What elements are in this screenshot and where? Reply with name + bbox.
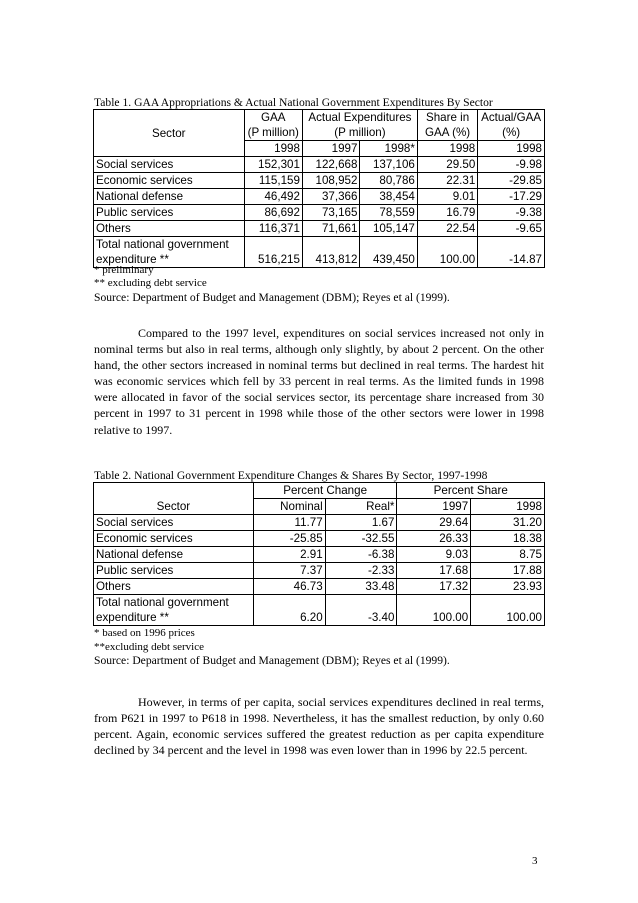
row-gaa: 86,692 [244,205,302,221]
row-real: 33.48 [325,579,397,595]
row-nominal: 11.77 [253,515,325,531]
table2-header-sector: Sector [94,483,254,515]
total-ratio: -14.87 [478,237,545,268]
table1-year-ratio: 1998 [478,141,545,157]
total-label-line1: Total national government [96,596,229,609]
row-nominal: 46.73 [253,579,325,595]
row-nominal: 7.37 [253,563,325,579]
table1-source: Source: Department of Budget and Management (DBM); Reyes et al (1999). [94,291,450,304]
paragraph-2-text: However, in terms of per capita, social services expenditures declined in real terms, from P621 in 1997 to P618 in 1998. Nevertheless, it has the smallest reduction, by only 0.60 percent. Again, economic services suffered the greatest reduction as per capita expenditure declined by 34 percent and the level in 1998 was even lower than in 1996 by 22.5 percent. [94,695,544,758]
row-gaa: 116,371 [244,221,302,237]
table1-header-share: Share in [417,110,477,126]
row-actual-1998: 38,454 [360,189,417,205]
row-share-1998: 31.20 [471,515,545,531]
table2-header-pct-change: Percent Change [253,483,397,499]
row-share-1997: 26.33 [397,531,471,547]
total-nominal: 6.20 [253,595,325,626]
total-label-line2: expenditure ** [96,611,169,624]
row-actual-1998: 105,147 [360,221,417,237]
row-ratio: -17.29 [478,189,545,205]
row-sector: Economic services [94,173,245,189]
table2-header-row-1 [94,483,545,499]
row-real: 1.67 [325,515,397,531]
table2-note-prices: * based on 1996 prices [94,627,195,639]
table1-caption: Table 1. GAA Appropriations & Actual National Government Expenditures By Sector [94,96,493,109]
row-nominal: -25.85 [253,531,325,547]
table2-header-pct-share: Percent Share [397,483,545,499]
row-share: 22.54 [417,221,477,237]
row-share-1998: 17.88 [471,563,545,579]
row-actual-1997: 122,668 [302,157,359,173]
table-row [94,515,545,531]
table1-year-actual-1997: 1997 [302,141,359,157]
table-row [94,579,545,595]
row-sector: Social services [94,157,245,173]
row-share: 29.50 [417,157,477,173]
total-label-line2: expenditure ** [96,253,169,266]
row-sector: National defense [94,547,254,563]
row-actual-1998: 78,559 [360,205,417,221]
total-share: 100.00 [417,237,477,268]
table-row [94,221,545,237]
row-gaa: 115,159 [244,173,302,189]
row-ratio: -9.38 [478,205,545,221]
table1 [93,109,545,268]
table2-total-row [94,595,545,626]
row-actual-1997: 37,366 [302,189,359,205]
row-actual-1997: 71,661 [302,221,359,237]
row-real: -2.33 [325,563,397,579]
total-real: -3.40 [325,595,397,626]
row-sector: Others [94,579,254,595]
total-label-line1: Total national government [96,238,229,251]
total-share-1998: 100.00 [471,595,545,626]
table2-header-real: Real* [325,499,397,515]
table-row [94,189,545,205]
total-share-1997: 100.00 [397,595,471,626]
row-share: 9.01 [417,189,477,205]
table1-header-actual: Actual Expenditures [302,110,417,126]
table-row [94,563,545,579]
table1-year-gaa: 1998 [244,141,302,157]
row-sector: Economic services [94,531,254,547]
page-number: 3 [532,855,538,867]
row-gaa: 46,492 [244,189,302,205]
table-row [94,531,545,547]
paragraph-1 [94,325,544,438]
row-share-1997: 17.68 [397,563,471,579]
row-share: 22.31 [417,173,477,189]
table2-note-debt: **excluding debt service [94,641,204,653]
table2-header-1998: 1998 [471,499,545,515]
table2-header-nominal: Nominal [253,499,325,515]
table1-header-ratio-unit: (%) [478,125,545,141]
total-gaa: 516,215 [244,237,302,268]
row-actual-1998: 80,786 [360,173,417,189]
row-actual-1997: 73,165 [302,205,359,221]
row-sector: Public services [94,205,245,221]
table1-header-actual-unit: (P million) [302,125,417,141]
row-share-1997: 9.03 [397,547,471,563]
row-real: -32.55 [325,531,397,547]
row-share-1997: 17.32 [397,579,471,595]
row-share-1997: 29.64 [397,515,471,531]
row-ratio: -9.98 [478,157,545,173]
table2-header-1997: 1997 [397,499,471,515]
table1-total-row [94,237,545,268]
table1-header-ratio: Actual/GAA [478,110,545,126]
row-share: 16.79 [417,205,477,221]
total-label [94,237,245,268]
table1-header-sector: Sector [94,110,245,157]
table-row [94,173,545,189]
table1-header-row-1 [94,110,545,126]
row-actual-1997: 108,952 [302,173,359,189]
total-actual-1998: 439,450 [360,237,417,268]
table2-caption: Table 2. National Government Expenditure Changes & Shares By Sector, 1997-1998 [94,469,488,482]
table-row [94,205,545,221]
row-sector: Public services [94,563,254,579]
table1-header-share-unit: GAA (%) [417,125,477,141]
row-actual-1998: 137,106 [360,157,417,173]
paragraph-2 [94,694,544,758]
row-gaa: 152,301 [244,157,302,173]
table1-header-gaa: GAA [244,110,302,126]
total-actual-1997: 413,812 [302,237,359,268]
table1-year-share: 1998 [417,141,477,157]
row-sector: National defense [94,189,245,205]
total-label [94,595,254,626]
row-share-1998: 18.38 [471,531,545,547]
table1-year-actual-1998: 1998* [360,141,417,157]
table-row [94,547,545,563]
table2-source: Source: Department of Budget and Management (DBM); Reyes et al (1999). [94,654,450,667]
row-sector: Social services [94,515,254,531]
row-ratio: -29.85 [478,173,545,189]
row-real: -6.38 [325,547,397,563]
table1-note-debt: ** excluding debt service [94,277,207,289]
table1-header-gaa-unit: (P million) [244,125,302,141]
paragraph-1-text: Compared to the 1997 level, expenditures on social services increased not only in nominal terms but also in real terms, although only slightly, by about 2 percent. On the other hand, the other sectors increased in nominal terms but declined in real terms. The hardest hit was economic services which fell by 33 percent in real terms. As the limited funds in 1998 were allocated in favor of the social services sector, its percentage share increased from 30 percent in 1997 to 31 percent in 1998 while those of the other sectors were lower in 1998 relative to 1997. [94,326,544,437]
table-row [94,157,545,173]
table1-note-preliminary: * preliminary [94,264,154,276]
row-share-1998: 8.75 [471,547,545,563]
row-ratio: -9.65 [478,221,545,237]
row-sector: Others [94,221,245,237]
row-nominal: 2.91 [253,547,325,563]
row-share-1998: 23.93 [471,579,545,595]
table2 [93,482,545,626]
